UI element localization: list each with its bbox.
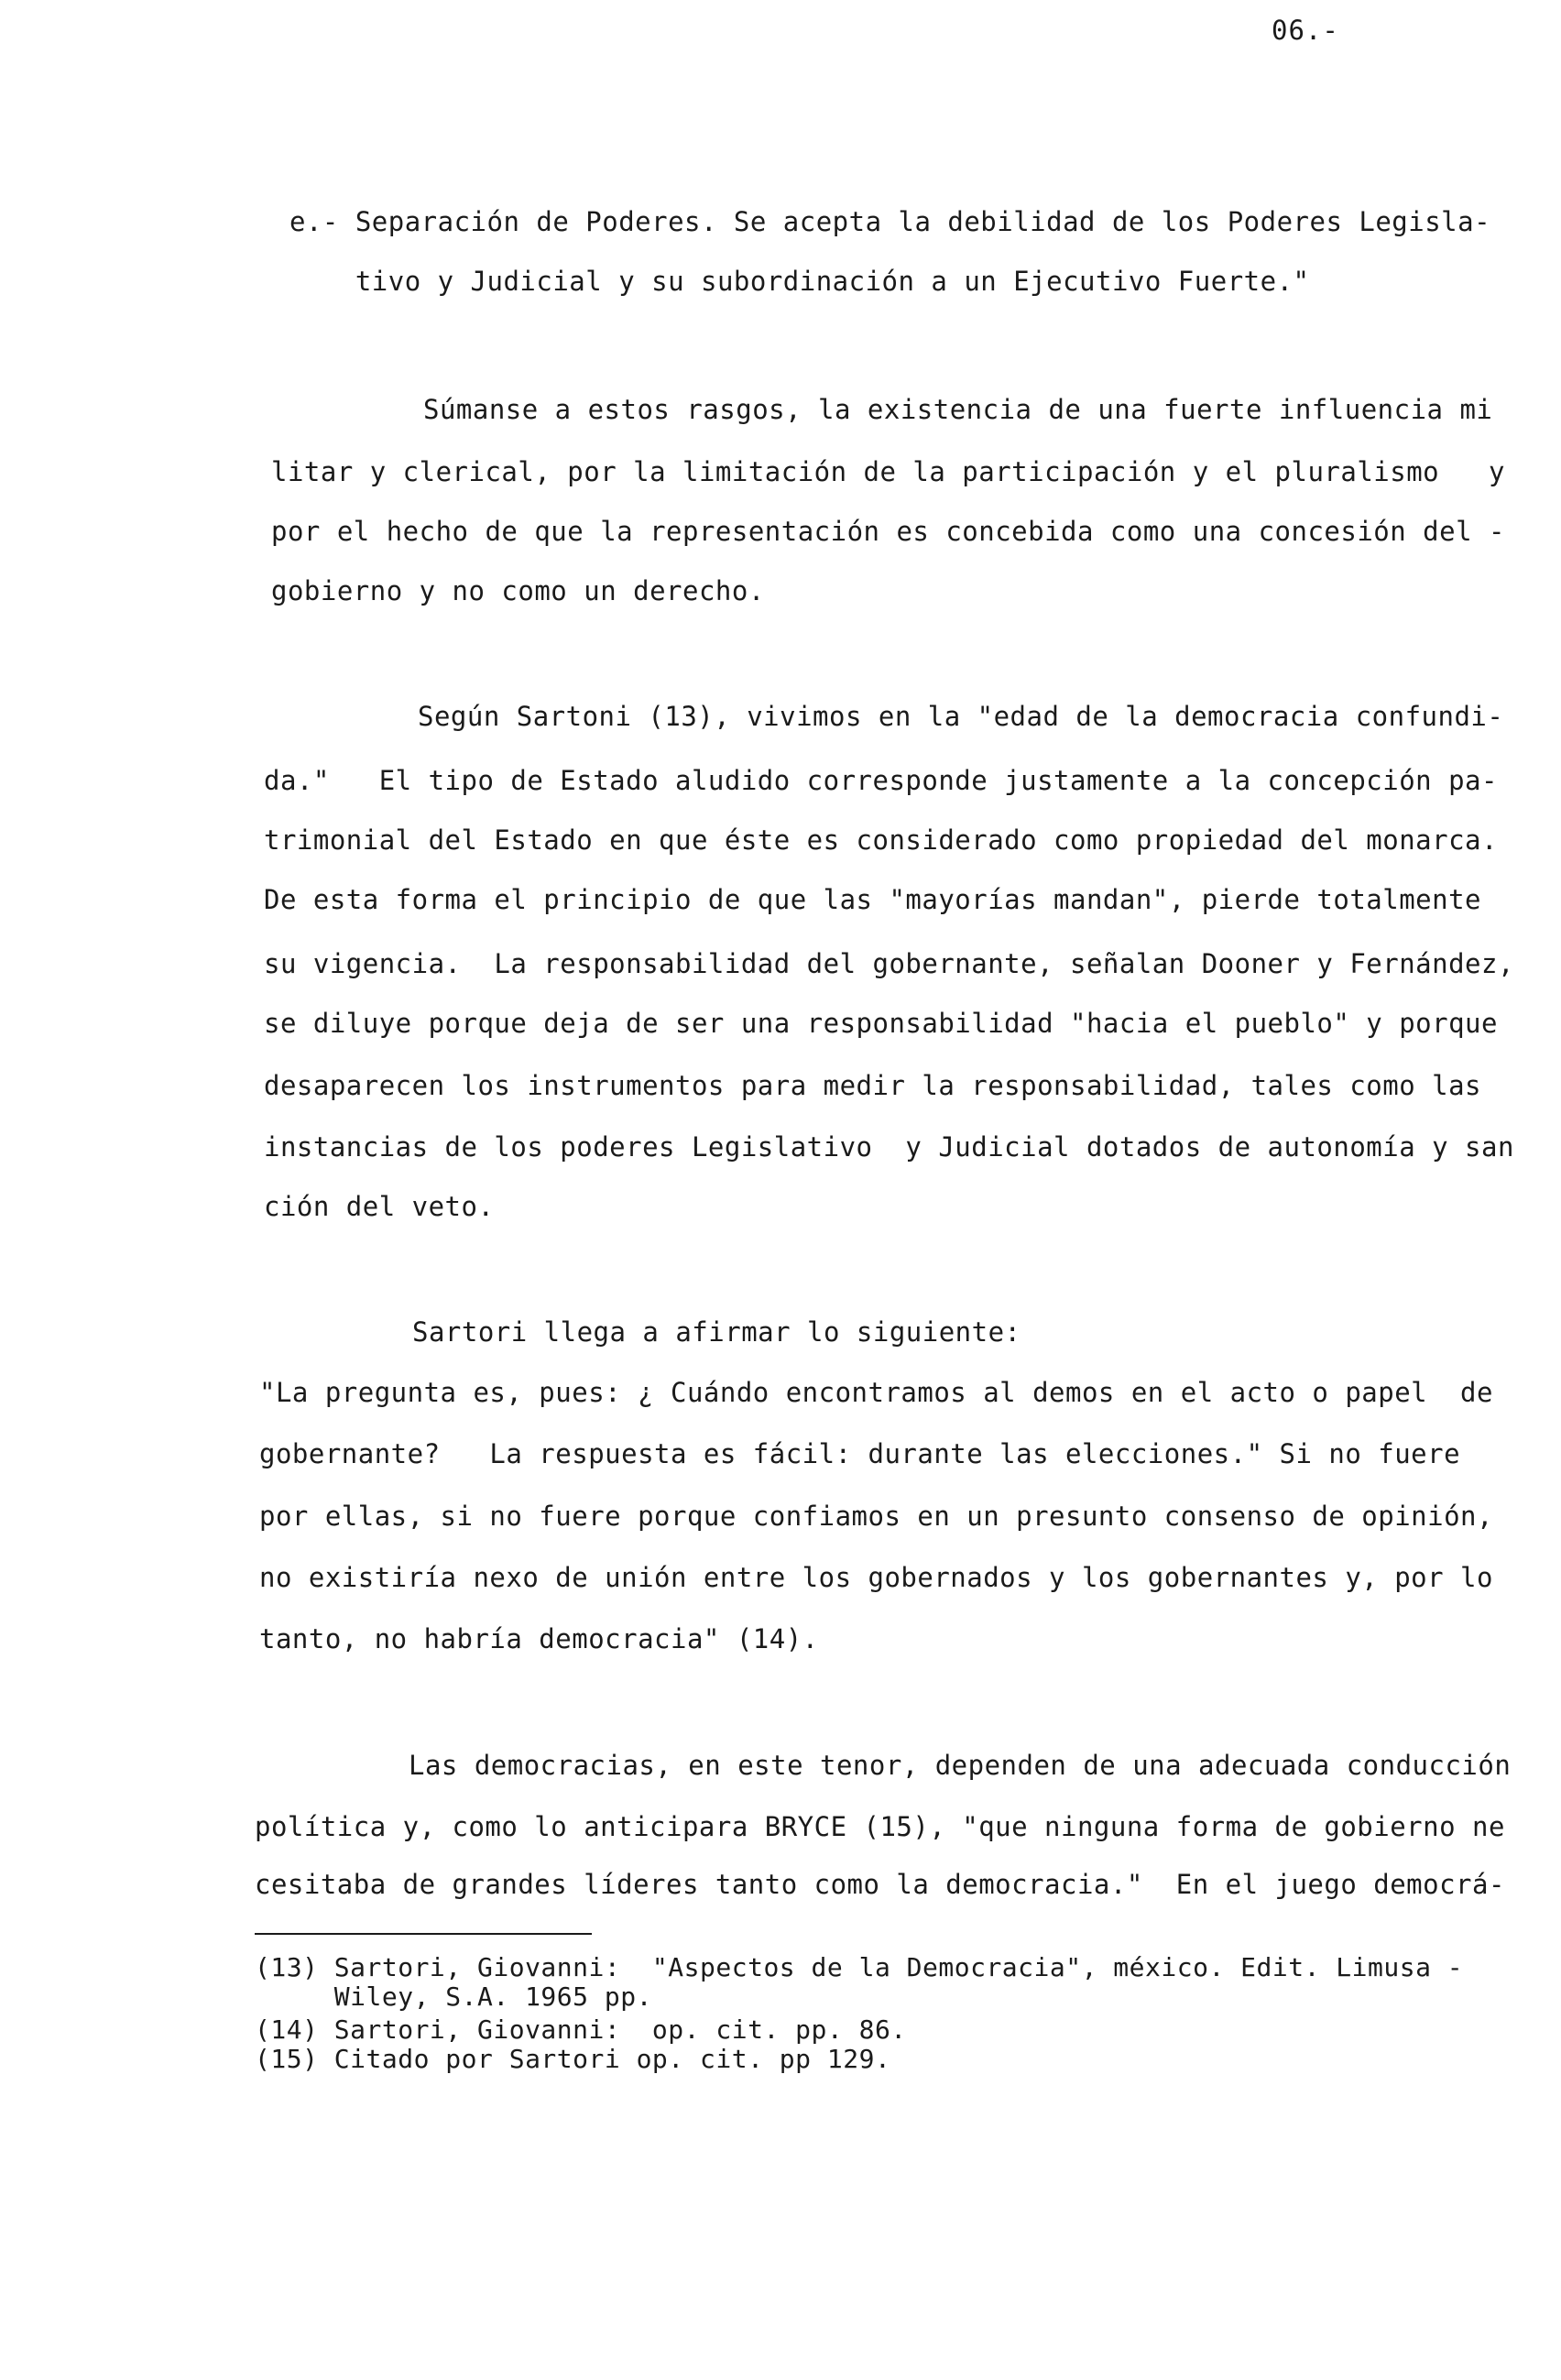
body-line: e.- Separación de Poderes. Se acepta la debilidad de los Poderes Legisla-	[289, 206, 1491, 237]
body-line: tanto, no habría democracia" (14).	[259, 1623, 819, 1654]
footnote-line: (13) Sartori, Giovanni: "Aspectos de la Democracia", méxico. Edit. Limusa -	[255, 1952, 1464, 1982]
body-line: trimonial del Estado en que éste es considerado como propiedad del monarca.	[264, 824, 1498, 856]
body-line: Las democracias, en este tenor, dependen de una adecuada conducción	[409, 1750, 1512, 1781]
body-line: Según Sartoni (13), vivimos en la "edad de la democracia confundi-	[418, 701, 1504, 732]
body-line: desaparecen los instrumentos para medir la responsabilidad, tales como las	[264, 1070, 1482, 1101]
footnote-line: (14) Sartori, Giovanni: op. cit. pp. 86.	[255, 2014, 907, 2045]
body-line: da." El tipo de Estado aludido corresponde justamente a la concepción pa-	[264, 765, 1498, 796]
body-line: no existiría nexo de unión entre los gobernados y los gobernantes y, por lo	[259, 1562, 1493, 1593]
body-line: se diluye porque deja de ser una responsabilidad "hacia el pueblo" y porque	[264, 1008, 1498, 1039]
body-line: su vigencia. La responsabilidad del gobernante, señalan Dooner y Fernández,	[264, 948, 1514, 979]
body-line: por ellas, si no fuere porque confiamos en un presunto consenso de opinión,	[259, 1501, 1493, 1532]
body-line: ción del veto.	[264, 1191, 495, 1222]
body-line: Sartori llega a afirmar lo siguiente:	[412, 1316, 1021, 1348]
body-line: política y, como lo anticipara BRYCE (15), "que ninguna forma de gobierno ne	[255, 1811, 1505, 1842]
body-line: cesitaba de grandes líderes tanto como la democracia." En el juego democrá-	[255, 1869, 1505, 1900]
footnote-line: (15) Citado por Sartori op. cit. pp 129.	[255, 2044, 891, 2074]
body-line: Súmanse a estos rasgos, la existencia de una fuerte influencia mi	[423, 394, 1493, 425]
body-line: De esta forma el principio de que las "mayorías mandan", pierde totalmente	[264, 884, 1482, 915]
body-line: "La pregunta es, pues: ¿ Cuándo encontramos al demos en el acto o papel de	[259, 1377, 1493, 1408]
body-line: gobernante? La respuesta es fácil: durante las elecciones." Si no fuere	[259, 1438, 1461, 1469]
body-line: gobierno y no como un derecho.	[271, 575, 765, 606]
body-line: instancias de los poderes Legislativo y Judicial dotados de autonomía y san	[264, 1131, 1514, 1163]
body-line: tivo y Judicial y su subordinación a un Ejecutivo Fuerte."	[289, 266, 1310, 297]
footnote-line: Wiley, S.A. 1965 pp.	[255, 1982, 652, 2012]
footnote-divider	[255, 1933, 592, 1935]
body-line: litar y clerical, por la limitación de la participación y el pluralismo y	[271, 456, 1505, 487]
body-line: por el hecho de que la representación es concebida como una concesión del -	[271, 516, 1505, 547]
page-number: 06.-	[1272, 15, 1339, 46]
